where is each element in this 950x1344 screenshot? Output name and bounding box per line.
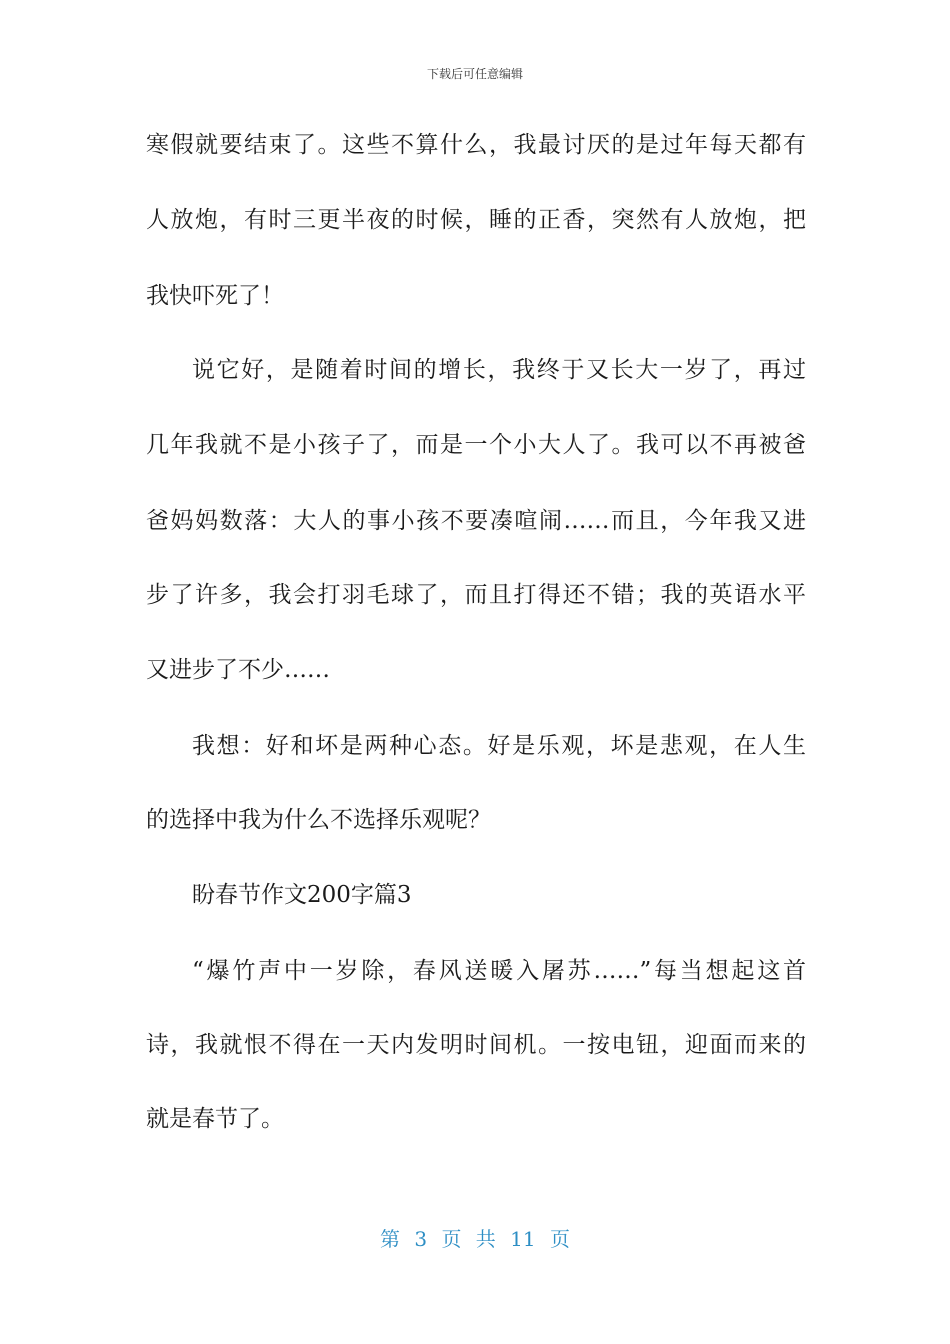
text-line: 几年我就不是小孩子了，而是一个小大人了。我可以不再被爸 — [146, 432, 806, 458]
text-line: 人放炮，有时三更半夜的时候，睡的正香，突然有人放炮，把 — [146, 207, 806, 233]
page-footer: 第 3 页 共 11 页 — [380, 1227, 570, 1251]
text-line: 就是春节了。 — [146, 1106, 284, 1132]
text-line: 我快吓死了！ — [146, 283, 284, 309]
text-line: 爸妈妈数落：大人的事小孩不要凑喧闹……而且，今年我又进 — [146, 508, 806, 534]
paragraph-first-line: 我想：好和坏是两种心态。好是乐观，坏是悲观，在人生 — [192, 733, 806, 759]
paragraph-first-line: 说它好，是随着时间的增长，我终于又长大一岁了，再过 — [192, 357, 806, 383]
paragraph-first-line: “爆竹声中一岁除，春风送暖入屠苏……”每当想起这首 — [192, 958, 806, 984]
text-line: 诗，我就恨不得在一天内发明时间机。一按电钮，迎面而来的 — [146, 1032, 806, 1058]
section-heading: 盼春节作文200字篇3 — [192, 882, 412, 908]
text-line: 步了许多，我会打羽毛球了，而且打得还不错；我的英语水平 — [146, 582, 806, 608]
text-line: 寒假就要结束了。这些不算什么，我最讨厌的是过年每天都有 — [146, 132, 806, 158]
header-note: 下载后可任意编辑 — [426, 67, 523, 81]
text-line: 又进步了不少…… — [146, 657, 330, 683]
text-line: 的选择中我为什么不选择乐观呢？ — [146, 807, 491, 833]
